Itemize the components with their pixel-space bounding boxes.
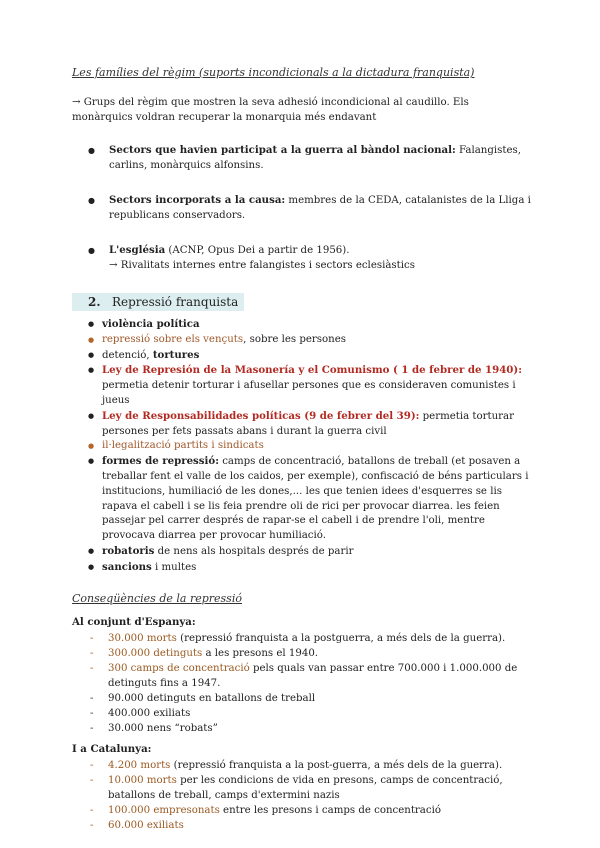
list-item: ● formes de repressió: camps de concentració, batallons de treball (et posaven a treballar fent el valle de los caidos, per exemple), confiscació de béns particulars i institucions, humiliació de les dones,... les que tenien idees d'esquerres se lis rapava el cabell i se lis feia prendre oli de rici per provocar diarrea. les feien passejar pel carrer després de rapar-se el cabell i de prendre l'oli, mentre provocava diarrea per provocar humiliació. xyxy=(88,454,532,544)
list-item: - 90.000 detinguts en batallons de treball xyxy=(90,691,532,706)
list-item: ● violència política xyxy=(88,317,532,333)
list-item: ● Ley de Responsabilidades políticas (9 de febrer del 39): permetia torturar persones per fets passats abans i durant la guerra civil xyxy=(88,409,532,440)
list-item: - 30.000 nens “robats” xyxy=(90,721,532,736)
list-item: ● Sectors que havien participat a la guerra al bàndol nacional: Falangistes, carlins, monàrquics alfonsins. xyxy=(88,143,532,173)
list-item: ● detenció, tortures xyxy=(88,348,532,364)
families-heading: Les famílies del règim (suports incondicionals a la dictadura franquista) xyxy=(72,66,475,79)
list-item: - 100.000 empresonats entre les presons i camps de concentració xyxy=(90,803,532,818)
document-page xyxy=(72,66,532,839)
list-item: - 60.000 exiliats xyxy=(90,818,532,833)
catalonia-label: I a Catalunya: xyxy=(72,742,152,755)
list-item: ● L'església (ACNP, Opus Dei a partir de 1956). → Rivalitats internes entre falangistes i sectors eclesiàstics xyxy=(88,243,532,273)
list-item: ● sancions i multes xyxy=(88,560,532,576)
consequences-heading: Conseqüències de la repressió xyxy=(72,591,242,605)
list-item: ● robatoris de nens als hospitals després de parir xyxy=(88,544,532,560)
families-list xyxy=(72,143,532,273)
list-item: - 400.000 exiliats xyxy=(90,706,532,721)
list-item: - 300.000 detinguts a les presons el 1940. xyxy=(90,646,532,661)
list-item: ● repressió sobre els vençuts, sobre les persones xyxy=(88,333,532,348)
spain-label: Al conjunt d'Espanya: xyxy=(72,615,196,628)
list-item: ● il·legalització partits i sindicats xyxy=(88,439,532,454)
repression-heading: 2. Repressió franquista xyxy=(72,293,244,311)
church-rivalry-note: → Rivalitats internes entre falangistes i sectors eclesiàstics xyxy=(109,260,415,271)
list-item: - 10.000 morts per les condicions de vida en presons, camps de concentració, batallons de treball, camps d'extermini nazis xyxy=(90,773,532,803)
list-item: ● Sectors incorporats a la causa: membres de la CEDA, catalanistes de la Lliga i republicans conservadors. xyxy=(88,193,532,223)
list-item: - 30.000 morts (repressió franquista a la postguerra, a més dels de la guerra). xyxy=(90,631,532,646)
repression-list xyxy=(72,317,532,576)
list-item: ● Ley de Represión de la Masonería y el Comunismo ( 1 de febrer de 1940): permetia detenir torturar i afusellar persones que es consideraven comunistes i jueus xyxy=(88,363,532,408)
families-intro: → Grups del règim que mostren la seva adhesió incondicional al caudillo. Els monàrquics voldran recuperar la monarquia més endavant xyxy=(72,97,469,123)
spain-list xyxy=(72,631,532,736)
list-item: - 300 camps de concentració pels quals van passar entre 700.000 i 1.000.000 de detinguts fins a 1947. xyxy=(90,661,532,691)
list-item: - 4.200 morts (repressió franquista a la post-guerra, a més dels de la guerra). xyxy=(90,758,532,773)
catalonia-list xyxy=(72,758,532,833)
